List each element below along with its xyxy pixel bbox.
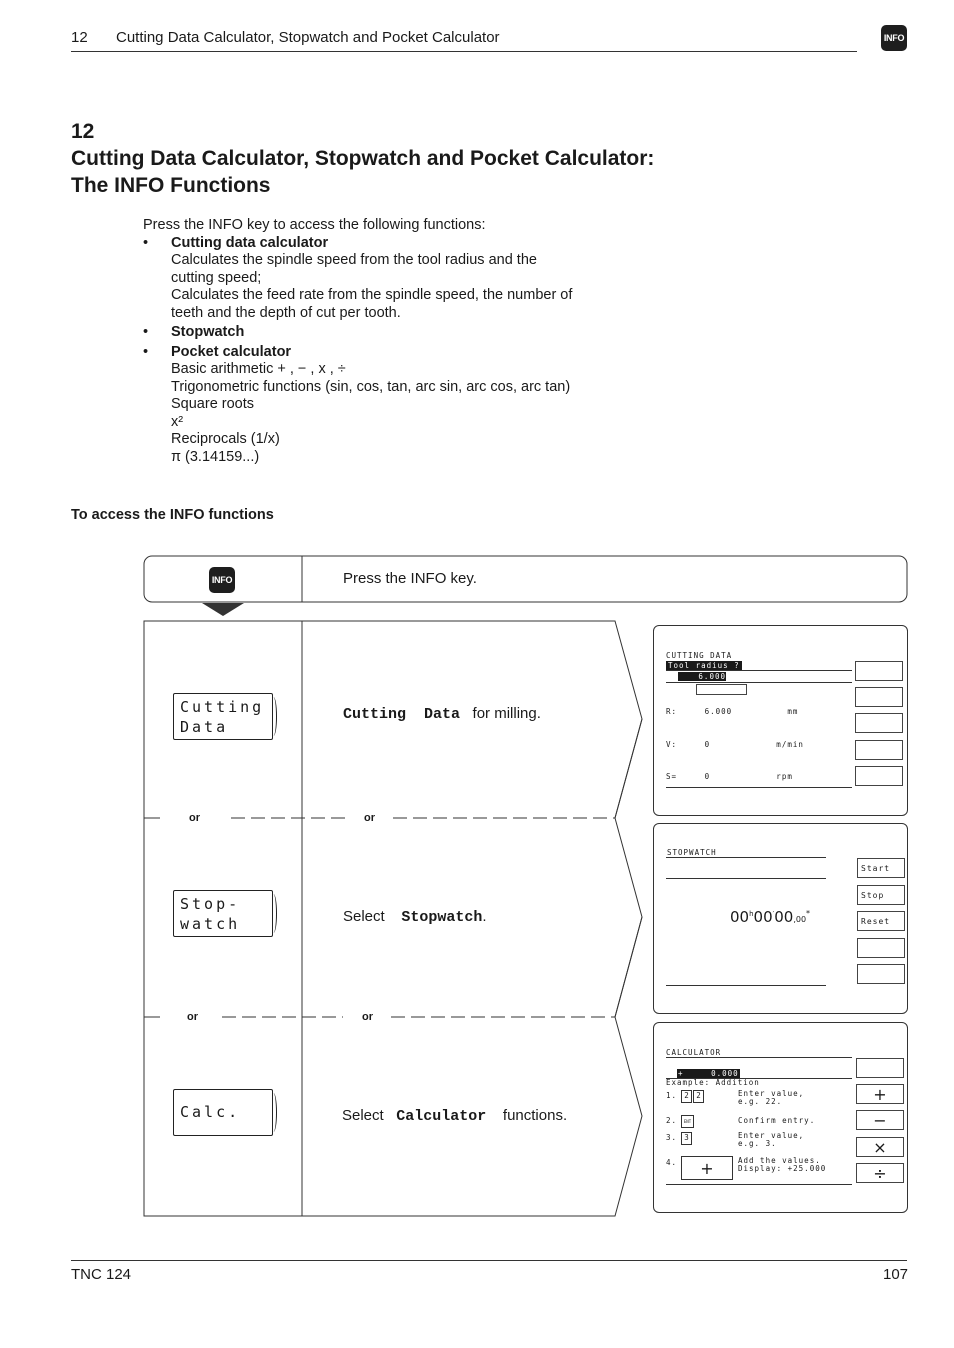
value-row: R: 6.000 mm [666, 706, 799, 716]
or-label: or [187, 1011, 198, 1023]
bullet-line: Basic arithmetic + , − , x , ÷ [171, 361, 346, 377]
minutes: 00 [753, 908, 773, 926]
seconds: 00 [774, 908, 794, 926]
bullet-line: Trigonometric functions (sin, cos, tan, arc sin, arc cos, arc tan) [171, 378, 571, 395]
reset-softkey[interactable]: Reset [857, 911, 905, 931]
screen-title: STOPWATCH [667, 848, 717, 857]
minus-softkey[interactable]: − [856, 1110, 904, 1130]
softkey-label: Calc. [180, 1103, 241, 1121]
screen-rule [666, 682, 852, 683]
blank-softkey[interactable] [855, 687, 903, 707]
chapter-number: 12 [71, 120, 95, 143]
stopwatch-row-text [343, 908, 487, 926]
cutting-data-softkey[interactable] [173, 693, 273, 740]
blank-softkey[interactable] [855, 661, 903, 681]
value-row [666, 805, 804, 816]
description-line: e.g. 3. [738, 1139, 777, 1148]
info-key-icon[interactable]: INFO [209, 567, 235, 593]
row-text: . [482, 908, 487, 925]
screen-rule [666, 787, 852, 788]
step-description [738, 1132, 804, 1148]
chapter-title-line1: Cutting Data Calculator, Stopwatch and Pocket Calculator: [71, 147, 655, 170]
value-row: S= 0 rpm [666, 772, 793, 782]
softkey-label: Stop- [180, 895, 241, 913]
screen-title: CALCULATOR [666, 1048, 722, 1057]
screen-rule [666, 878, 826, 879]
step-description: Confirm entry. [738, 1116, 816, 1125]
description-line: Add the values. [738, 1156, 821, 1165]
star-marker: * [806, 909, 811, 918]
command-name: Stopwatch [401, 909, 483, 926]
bullet-title: Pocket calculator [171, 343, 292, 360]
step-number: 1. [666, 1091, 678, 1100]
blank-softkey[interactable] [855, 713, 903, 733]
screen-input: 6.000 [678, 672, 726, 681]
blank-softkey[interactable] [855, 766, 903, 786]
description-line: Enter value, [738, 1131, 805, 1140]
hundredths: ,00 [793, 915, 807, 924]
divide-softkey[interactable]: ÷ [856, 1163, 904, 1183]
ent-key-icon: ENT [681, 1115, 694, 1128]
value-row: V: 0 m/min [666, 739, 804, 749]
key-3: 3 [681, 1132, 692, 1145]
calculator-softkey[interactable] [173, 1089, 273, 1136]
softkey-label: Data [180, 718, 229, 736]
command-name: Calculator [396, 1108, 487, 1125]
row-text: Select [342, 1107, 384, 1124]
description-line: Display: +25.000 [738, 1164, 827, 1173]
start-softkey[interactable]: Start [857, 858, 905, 878]
bullet-title: Stopwatch [171, 324, 245, 340]
bullet-line: Square roots [171, 396, 255, 412]
footer-page-number: 107 [883, 1266, 909, 1283]
bullet-line: Reciprocals (1/x) [171, 431, 280, 447]
section-title: To access the INFO functions [71, 507, 274, 523]
cutting-data-row-text [343, 705, 541, 723]
screen-rule [666, 857, 826, 858]
blank-softkey[interactable] [855, 740, 903, 760]
screen-rule [666, 1184, 852, 1185]
description-line: Enter value, [738, 1089, 805, 1098]
bullet-line: teeth and the depth of cut per tooth. [171, 304, 401, 321]
intro-lead: Press the INFO key to access the following functions: [143, 217, 486, 233]
softkey-label: watch [180, 915, 241, 933]
blank-softkey[interactable] [857, 964, 905, 984]
step-number: 4. [666, 1158, 678, 1167]
step-number: 2. [666, 1116, 678, 1125]
row-text: for milling. [472, 705, 541, 722]
row-text: functions. [502, 1107, 568, 1124]
calculator-row-text [342, 1107, 567, 1125]
bullet-line: x² [171, 413, 184, 430]
or-label: or [362, 1011, 373, 1023]
bullet-line: Calculates the feed rate from the spindle speed, the number of [171, 287, 573, 303]
step-description [738, 1157, 826, 1173]
softkey-label: Cutting [180, 698, 265, 716]
stopwatch-time [730, 908, 810, 926]
blank-softkey[interactable] [857, 938, 905, 958]
minutes-unit: ′ [772, 910, 775, 918]
screen-rule [666, 1057, 852, 1058]
command-name: Cutting Data [343, 706, 461, 723]
hours-unit: h [749, 910, 754, 918]
hours: 00 [730, 908, 750, 926]
stopwatch-softkey[interactable] [173, 890, 273, 937]
calculator-display: + 0.000 [678, 1069, 739, 1078]
multiply-softkey[interactable]: × [856, 1137, 904, 1157]
or-label: or [189, 812, 200, 824]
description-line: e.g. 22. [738, 1097, 783, 1106]
stop-softkey[interactable]: Stop [857, 885, 905, 905]
screen-prompt: Tool radius ? [668, 661, 740, 670]
header-title: Cutting Data Calculator, Stopwatch and Pocket Calculator [116, 29, 500, 46]
calculator-example: Example: Addition [666, 1078, 760, 1087]
screen-rule [666, 670, 852, 671]
screen-title: CUTTING DATA [666, 651, 733, 660]
screen-rule [666, 985, 826, 986]
footer-rule [71, 1260, 907, 1261]
key-2: 2 [693, 1090, 704, 1103]
or-label: or [364, 812, 375, 824]
step1-text: Press the INFO key. [343, 570, 477, 587]
bullet-title: Cutting data calculator [171, 234, 329, 251]
bullet-line: cutting speed; [171, 269, 262, 286]
key-2: 2 [681, 1090, 692, 1103]
step-number: 3. [666, 1133, 678, 1142]
bullet-line: π (3.14159...) [171, 448, 260, 465]
plus-softkey[interactable]: + [856, 1084, 904, 1104]
chapter-title-line2: The INFO Functions [71, 174, 271, 197]
plus-softkey-icon: + [681, 1156, 733, 1180]
info-key-icon: INFO [881, 25, 907, 51]
header-page-number: 12 [71, 29, 88, 46]
blank-softkey[interactable] [856, 1058, 904, 1078]
bullet-line: Calculates the spindle speed from the tool radius and the [171, 252, 537, 268]
step-description [738, 1090, 804, 1106]
footer-product: TNC 124 [71, 1266, 132, 1283]
row-text: Select [343, 908, 385, 925]
